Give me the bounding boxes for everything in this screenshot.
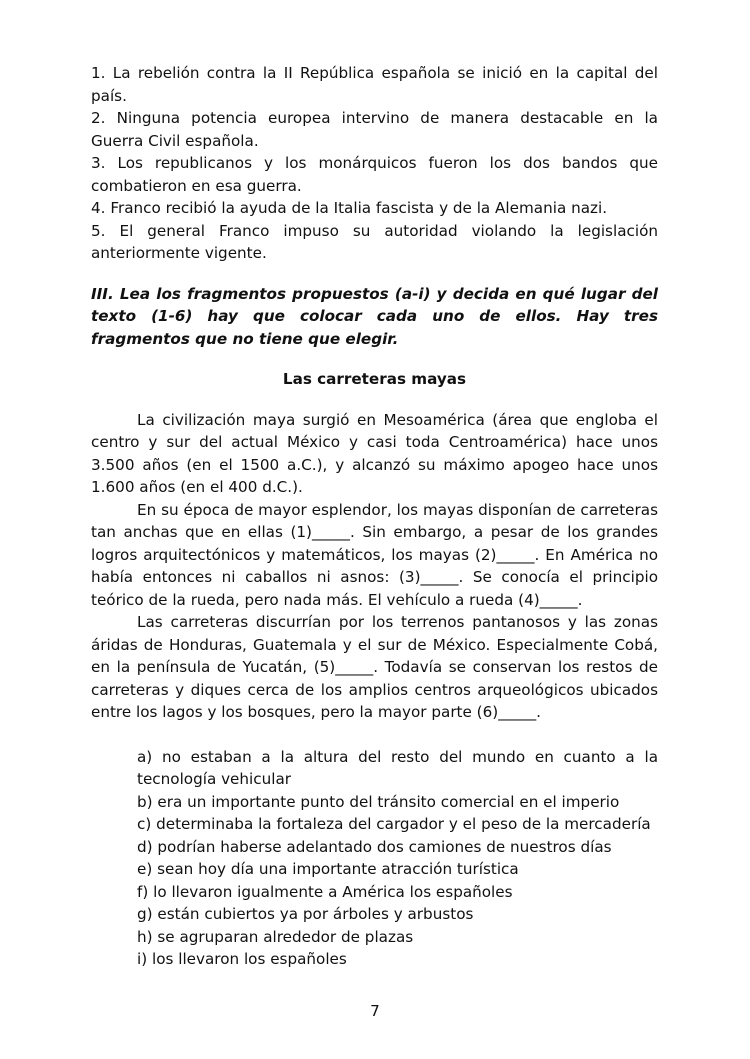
article-paragraph-3: Las carreteras discurrían por los terrenos pantanosos y las zonas áridas de Honduras, Guatemala y el sur de México. Especialmente Cobá, en la península de Yucatán, (5)_____. Todavía se conservan los restos de carreteras y diques cerca de los amplios centros arqueológicos ubicados entre los lagos y los bosques, pero la mayor parte (6)_____. <box>91 613 658 721</box>
option-e: e) sean hoy día una importante atracción turística <box>137 860 519 878</box>
option-a: a) no estaban a la altura del resto del mundo en cuanto a la tecnología vehicular <box>137 747 658 788</box>
page-content <box>91 62 658 971</box>
option-c: c) determinaba la fortaleza del cargador y el peso de la mercadería <box>137 815 651 833</box>
option-i: i) los llevaron los españoles <box>137 950 347 968</box>
statement-1: 1. La rebelión contra la II República española se inició en la capital del país. <box>91 64 658 105</box>
option-h: h) se agruparan alrededor de plazas <box>137 927 414 946</box>
statement-4: 4. Franco recibió la ayuda de la Italia fascista y de la Alemania nazi. <box>91 199 608 217</box>
statement-2: 2. Ninguna potencia europea intervino de manera destacable en la Guerra Civil española. <box>91 109 658 150</box>
fragment-options <box>137 746 658 971</box>
article-title: Las carreteras mayas <box>282 370 467 388</box>
article-paragraph-1: La civilización maya surgió en Mesoamérica (área que engloba el centro y sur del actual México y casi toda Centroamérica) hace unos 3.500 años (en el 1500 a.C.), y alcanzó su máximo apogeo hace unos 1.600 años (en el 400 d.C.). <box>91 410 658 496</box>
option-f: f) lo llevaron igualmente a América los españoles <box>137 882 513 901</box>
article-paragraph-2: En su época de mayor esplendor, los mayas disponían de carreteras tan anchas que en ellas (1)_____. Sin embargo, a pesar de los grandes logros arquitectónicos y matemáticos, los mayas (2)_____. En América no había entonces ni caballos ni asnos: (3)_____. Se conocía el principio teórico de la rueda, pero nada más. El vehículo a rueda (4)_____. <box>91 500 658 609</box>
option-d: d) podrían haberse adelantado dos camiones de nuestros días <box>137 837 612 856</box>
option-g: g) están cubiertos ya por árboles y arbustos <box>137 905 474 923</box>
page-number: 7 <box>370 1002 380 1020</box>
option-b: b) era un importante punto del tránsito comercial en el imperio <box>137 792 620 811</box>
statement-3: 3. Los republicanos y los monárquicos fueron los dos bandos que combatieron en esa guerra. <box>91 154 658 195</box>
exercise-instruction: III. Lea los fragmentos propuestos (a-i) y decida en qué lugar del texto (1-6) hay que colocar cada uno de ellos. Hay tres fragmentos que no tiene que elegir. <box>91 284 658 348</box>
statement-5: 5. El general Franco impuso su autoridad violando la legislación anteriormente vigente. <box>91 221 658 262</box>
